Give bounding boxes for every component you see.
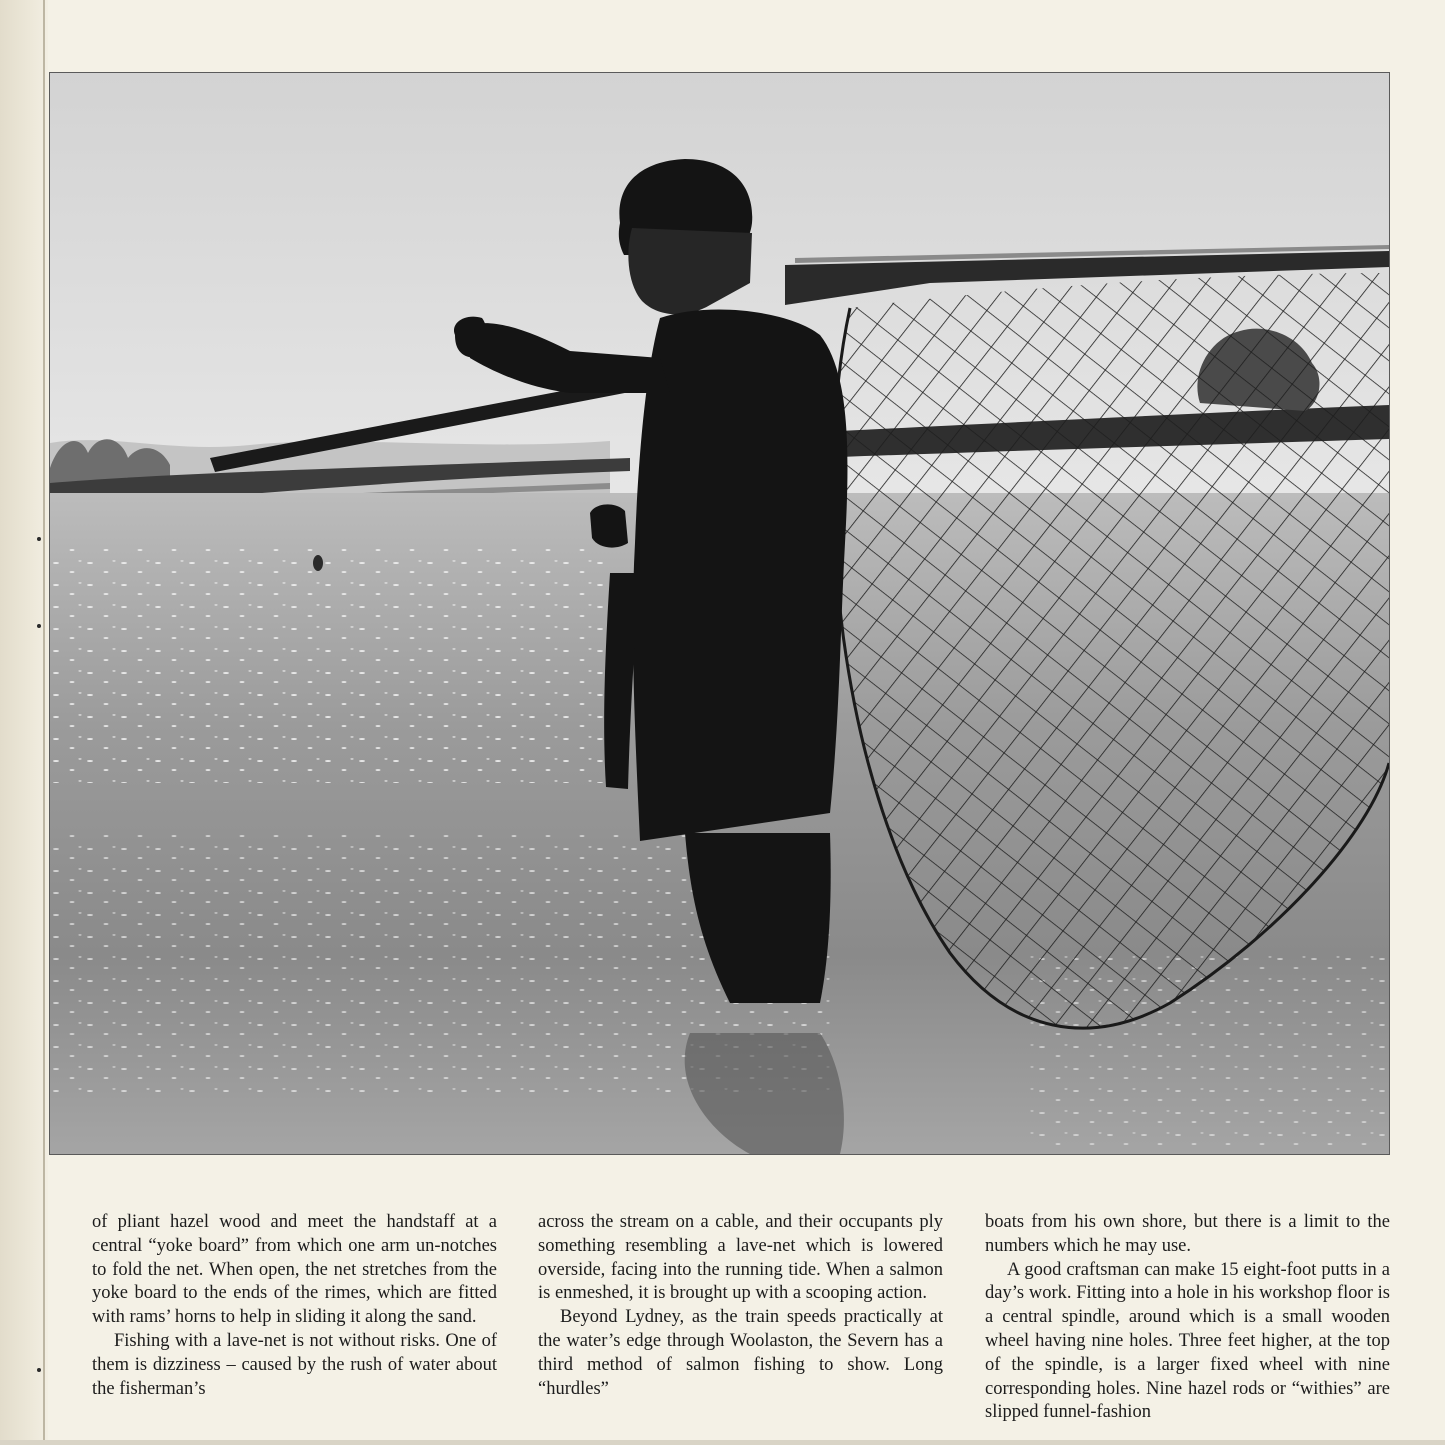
page-spine — [0, 0, 48, 1445]
margin-mark — [37, 537, 41, 541]
paragraph: A good craftsman can make 15 eight-foot putts in a day’s work. Fitting into a hole in his workshop floor is a central spindle, around which is a small wooden wheel having nine holes. Three feet higher, at the top of the spindle, is a larger fixed wheel with nine corresponding holes. Nine hazel rods or “withies” are slipped funnel-fashion — [985, 1259, 1390, 1423]
gutter-line — [43, 0, 45, 1445]
paragraph: boats from his own shore, but there is a limit to the numbers which he may use. — [985, 1212, 1390, 1256]
text-column-3 — [985, 1211, 1390, 1440]
photograph — [49, 72, 1390, 1155]
paragraph: of pliant hazel wood and meet the handstaff at a central “yoke board” from which one arm un-notches to fold the net. When open, the net stretches from the yoke board to the ends of the rimes, which are fitted with rams’ horns to help in sliding it along the sand. — [92, 1212, 497, 1328]
text-column-1 — [92, 1211, 497, 1440]
photo-illustration — [50, 73, 1389, 1154]
text-column-2 — [538, 1211, 943, 1440]
paragraph: Fishing with a lave-net is not without risks. One of them is dizziness – caused by the rush of water about the fisherman’s — [92, 1330, 497, 1399]
margin-mark — [37, 1368, 41, 1372]
page-bottom-edge — [0, 1440, 1445, 1445]
margin-mark — [37, 624, 41, 628]
paragraph: Beyond Lydney, as the train speeds practically at the water’s edge through Woolaston, the Severn has a third method of salmon fishing to show. Long “hurdles” — [538, 1307, 943, 1399]
paragraph: across the stream on a cable, and their occupants ply something resembling a lave-net which is lowered overside, facing into the running tide. When a salmon is enmeshed, it is brought up with a scooping action. — [538, 1212, 943, 1304]
